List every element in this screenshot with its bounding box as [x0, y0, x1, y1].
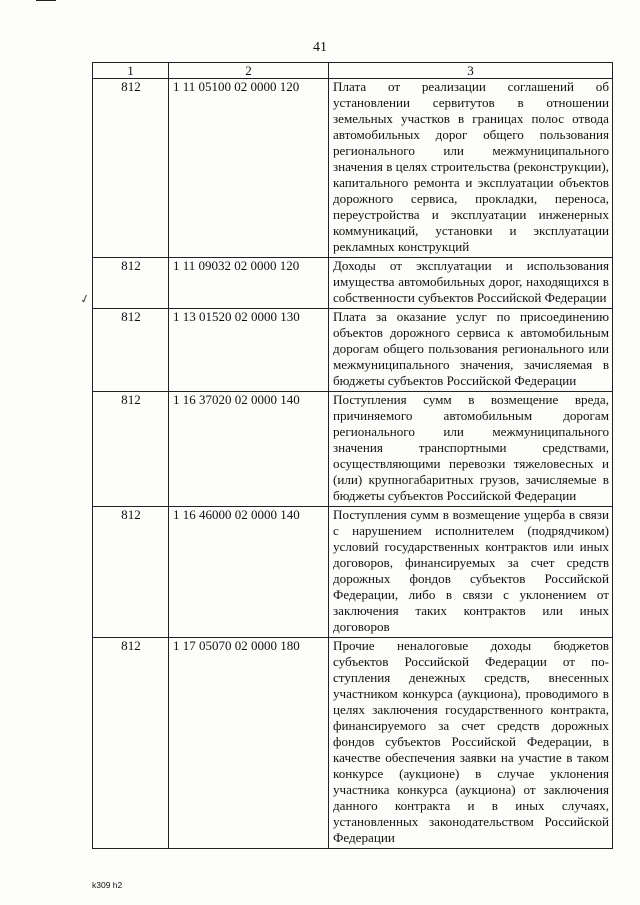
table-row	[93, 258, 613, 309]
admin-code-cell: 812	[93, 309, 169, 392]
budget-revenue-table	[92, 62, 613, 849]
admin-code-cell: 812	[93, 638, 169, 849]
revenue-description-cell: Поступления сумм в возмещение вреда, причиняемого автомобильным дорогам регионального или межмуниципального значения транспортными средствами, осуществляющими перевозки тяжеловесных и (или) крупногабаритных грузов, зачисляемые в бюджеты субъектов Российской Федерации	[329, 392, 613, 507]
column-header-2: 2	[169, 63, 329, 79]
column-header-3: 3	[329, 63, 613, 79]
top-edge-mark	[36, 0, 56, 1]
revenue-description-cell: Поступления сумм в возмещение ущерба в связи с нарушением исполнителем (подрядчиком) условий государственных контрактов или иных договоров, финансируемых за счет средств дорожных фондов субъектов Российской Федерации, либо в связи с уклонением от заключения таких контрактов или иных договоров	[329, 507, 613, 638]
revenue-description-cell: Прочие неналоговые доходы бюджетов субъектов Российской Федерации от поступления денежных средств, внесенных участником конкурса (аукциона), проводимого в целях заключения государственного контракта, финансируемого за счет средств дорожных фондов субъектов Российской Федерации, в качестве обеспечения заявки на участие в таком конкурсе (аукционе) в случае уклонения участника конкурса (аукциона) от заключения данного контракта и в иных случаях, установленных законодательством Российской Федерации	[329, 638, 613, 849]
table-row	[93, 638, 613, 849]
admin-code-cell: 812	[93, 79, 169, 258]
revenue-code-cell: 1 11 05100 02 0000 120	[169, 79, 329, 258]
admin-code-cell: 812	[93, 507, 169, 638]
table-row	[93, 392, 613, 507]
table-row	[93, 507, 613, 638]
margin-check-mark: ✓	[78, 290, 92, 308]
revenue-description-cell: Доходы от эксплуатации и использования имущества автомобильных дорог, находящихся в собственности субъектов Российской Федерации	[329, 258, 613, 309]
revenue-description-cell: Плата за оказание услуг по присоединению объектов дорожного сервиса к автомобильным дорогам общего пользования регионального или межмуниципального значения, зачисляемая в бюджеты субъектов Российской Федерации	[329, 309, 613, 392]
revenue-description-cell: Плата от реализации соглашений об установлении сервитутов в отношении земельных участков в границах полос отвода автомобильных дорог общего пользования регионального или межмуниципального значения в целях строительства (реконструкции), капитального ремонта и эксплуатации объектов дорожного сервиса, прокладки, переноса, переустройства и эксплуатации инженерных коммуникаций, установки и эксплуатации рекламных конструкций	[329, 79, 613, 258]
page-number: 41	[313, 40, 327, 55]
table-row	[93, 309, 613, 392]
revenue-code-cell: 1 16 46000 02 0000 140	[169, 507, 329, 638]
footer-document-code: k309 h2	[92, 880, 123, 890]
revenue-code-cell: 1 13 01520 02 0000 130	[169, 309, 329, 392]
admin-code-cell: 812	[93, 392, 169, 507]
column-header-1: 1	[93, 63, 169, 79]
revenue-code-cell: 1 16 37020 02 0000 140	[169, 392, 329, 507]
table-header-row	[93, 63, 613, 79]
table-row	[93, 79, 613, 258]
revenue-code-cell: 1 17 05070 02 0000 180	[169, 638, 329, 849]
admin-code-cell: 812	[93, 258, 169, 309]
revenue-code-cell: 1 11 09032 02 0000 120	[169, 258, 329, 309]
